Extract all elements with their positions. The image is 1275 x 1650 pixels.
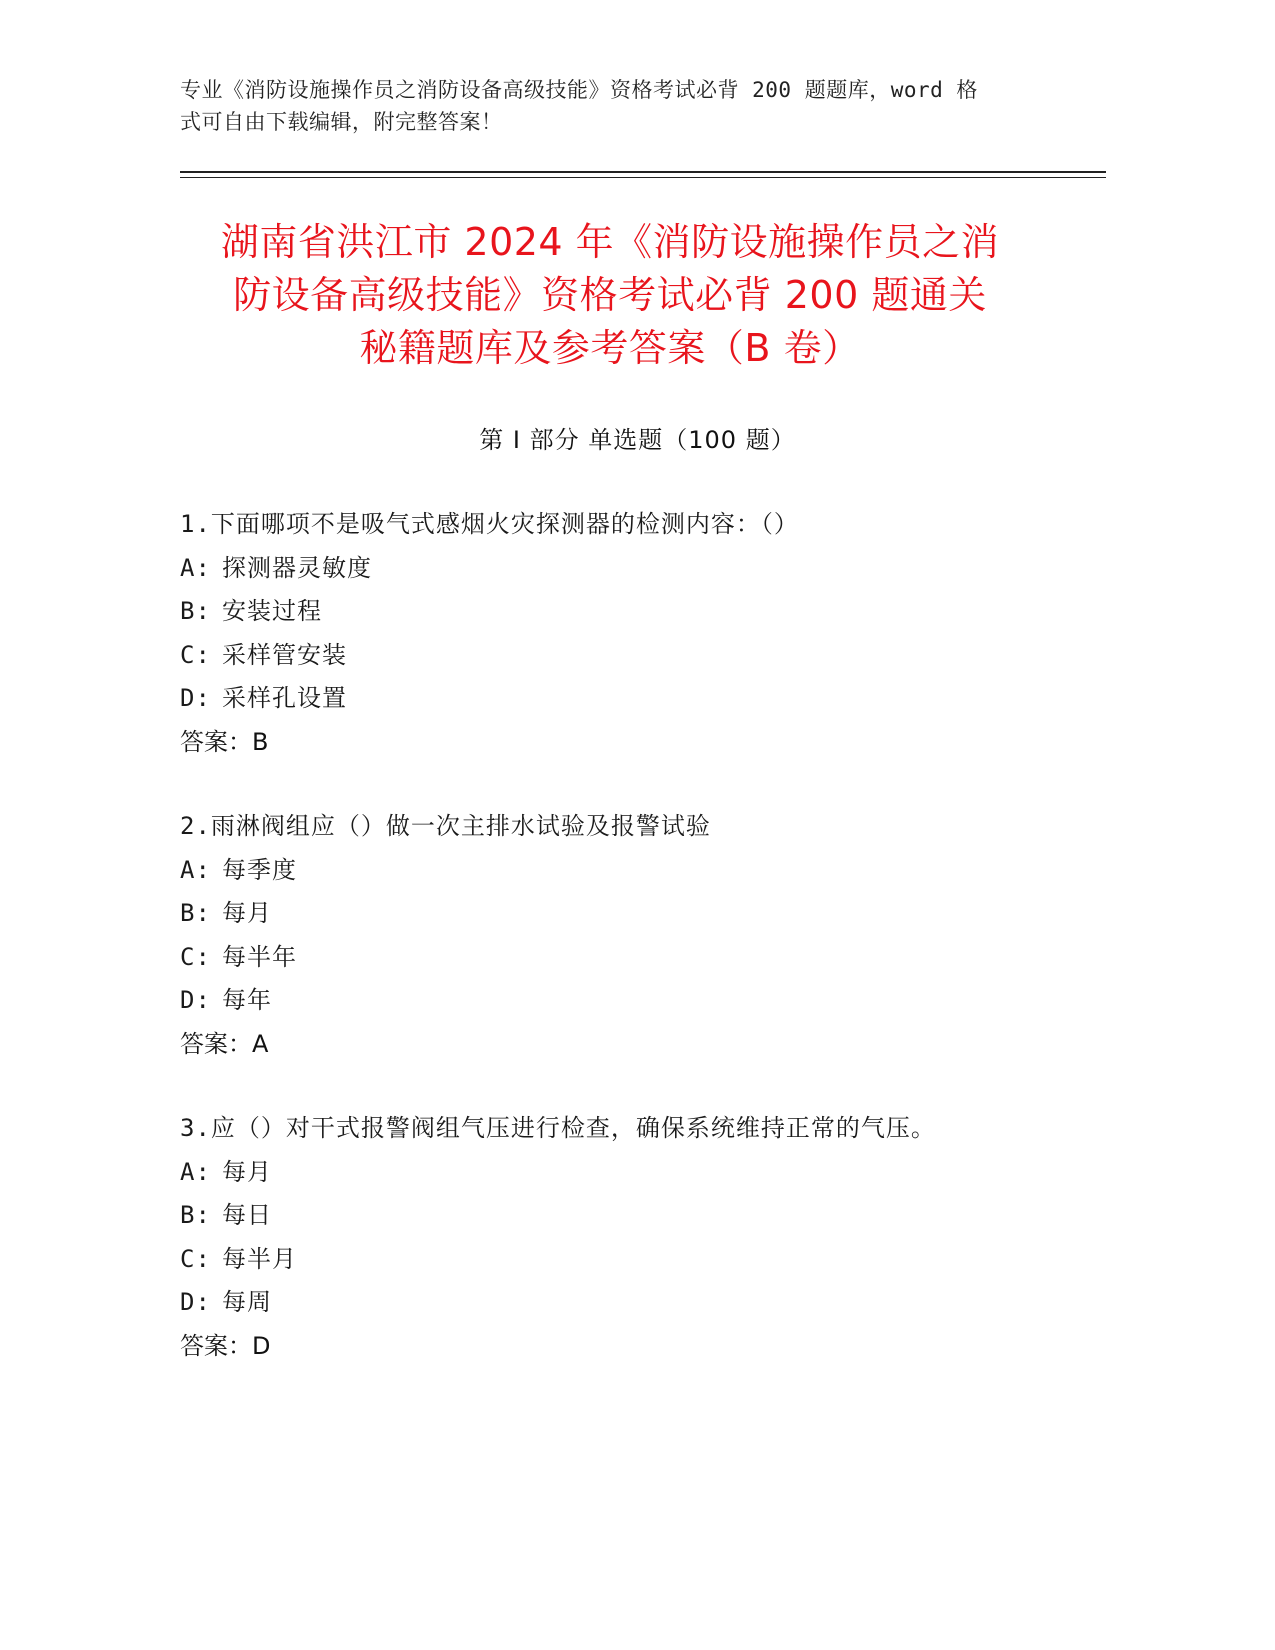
- option-letter: C:: [180, 942, 211, 971]
- question-text: 2.雨淋阀组应（）做一次主排水试验及报警试验: [180, 812, 711, 840]
- section-title: 第 I 部分 单选题（100 题）: [479, 426, 796, 454]
- question-item: [180, 805, 1080, 1066]
- question-list: [180, 503, 1080, 1409]
- question-item: [180, 503, 1080, 764]
- header-note-line-1: 专业《消防设施操作员之消防设备高级技能》资格考试必背 200 题题库，word 格: [180, 78, 978, 102]
- header-rule-thin: [180, 177, 1106, 178]
- option-letter: A:: [180, 553, 211, 582]
- option-text: 每日: [222, 1201, 272, 1229]
- option-letter: B:: [180, 899, 211, 927]
- option-text: 探测器灵敏度: [222, 553, 372, 582]
- option-text: 每年: [222, 986, 272, 1014]
- option-letter: D:: [180, 1288, 211, 1316]
- question-option: [180, 1281, 1080, 1325]
- option-letter: C:: [180, 640, 211, 669]
- option-letter: D:: [180, 986, 211, 1014]
- document-title-line-3: 秘籍题库及参考答案（B 卷）: [359, 326, 861, 370]
- header-rule-thick: [180, 171, 1106, 173]
- option-text: 每半年: [222, 942, 297, 971]
- question-option: [180, 677, 1080, 721]
- document-title-line-1: 湖南省洪江市 2024 年《消防设施操作员之消: [220, 220, 1000, 264]
- question-answer: 答案：A: [180, 1029, 269, 1058]
- header-note-line-2: 式可自由下载编辑，附完整答案！: [180, 110, 503, 134]
- option-text: 每周: [222, 1288, 272, 1316]
- question-option: [180, 547, 1080, 591]
- question-item: [180, 1107, 1080, 1368]
- question-text: 1.下面哪项不是吸气式感烟火灾探测器的检测内容：（）: [180, 510, 799, 538]
- header-note: [180, 74, 1040, 138]
- option-letter: B:: [180, 597, 211, 625]
- option-letter: A:: [180, 855, 211, 884]
- option-text: 每月: [222, 1157, 272, 1186]
- question-option: [180, 979, 1080, 1023]
- option-text: 采样管安装: [222, 640, 347, 669]
- option-text: 每月: [222, 899, 272, 927]
- question-answer: 答案：B: [180, 727, 269, 756]
- document-title: [170, 216, 1050, 375]
- document-title-line-2: 防设备高级技能》资格考试必背 200 题通关: [233, 273, 987, 317]
- question-option: [180, 892, 1080, 936]
- question-option: [180, 849, 1080, 893]
- question-option: [180, 590, 1080, 634]
- option-letter: C:: [180, 1244, 211, 1273]
- question-answer: 答案：D: [180, 1331, 271, 1360]
- option-text: 安装过程: [222, 597, 322, 625]
- question-option: [180, 1151, 1080, 1195]
- option-letter: A:: [180, 1157, 211, 1186]
- option-text: 采样孔设置: [222, 684, 347, 712]
- option-text: 每季度: [222, 855, 297, 884]
- question-option: [180, 1238, 1080, 1282]
- option-letter: B:: [180, 1201, 211, 1229]
- option-text: 每半月: [222, 1244, 297, 1273]
- question-option: [180, 634, 1080, 678]
- question-option: [180, 1194, 1080, 1238]
- option-letter: D:: [180, 684, 211, 712]
- question-text: 3.应（）对干式报警阀组气压进行检查，确保系统维持正常的气压。: [180, 1114, 936, 1142]
- question-option: [180, 936, 1080, 980]
